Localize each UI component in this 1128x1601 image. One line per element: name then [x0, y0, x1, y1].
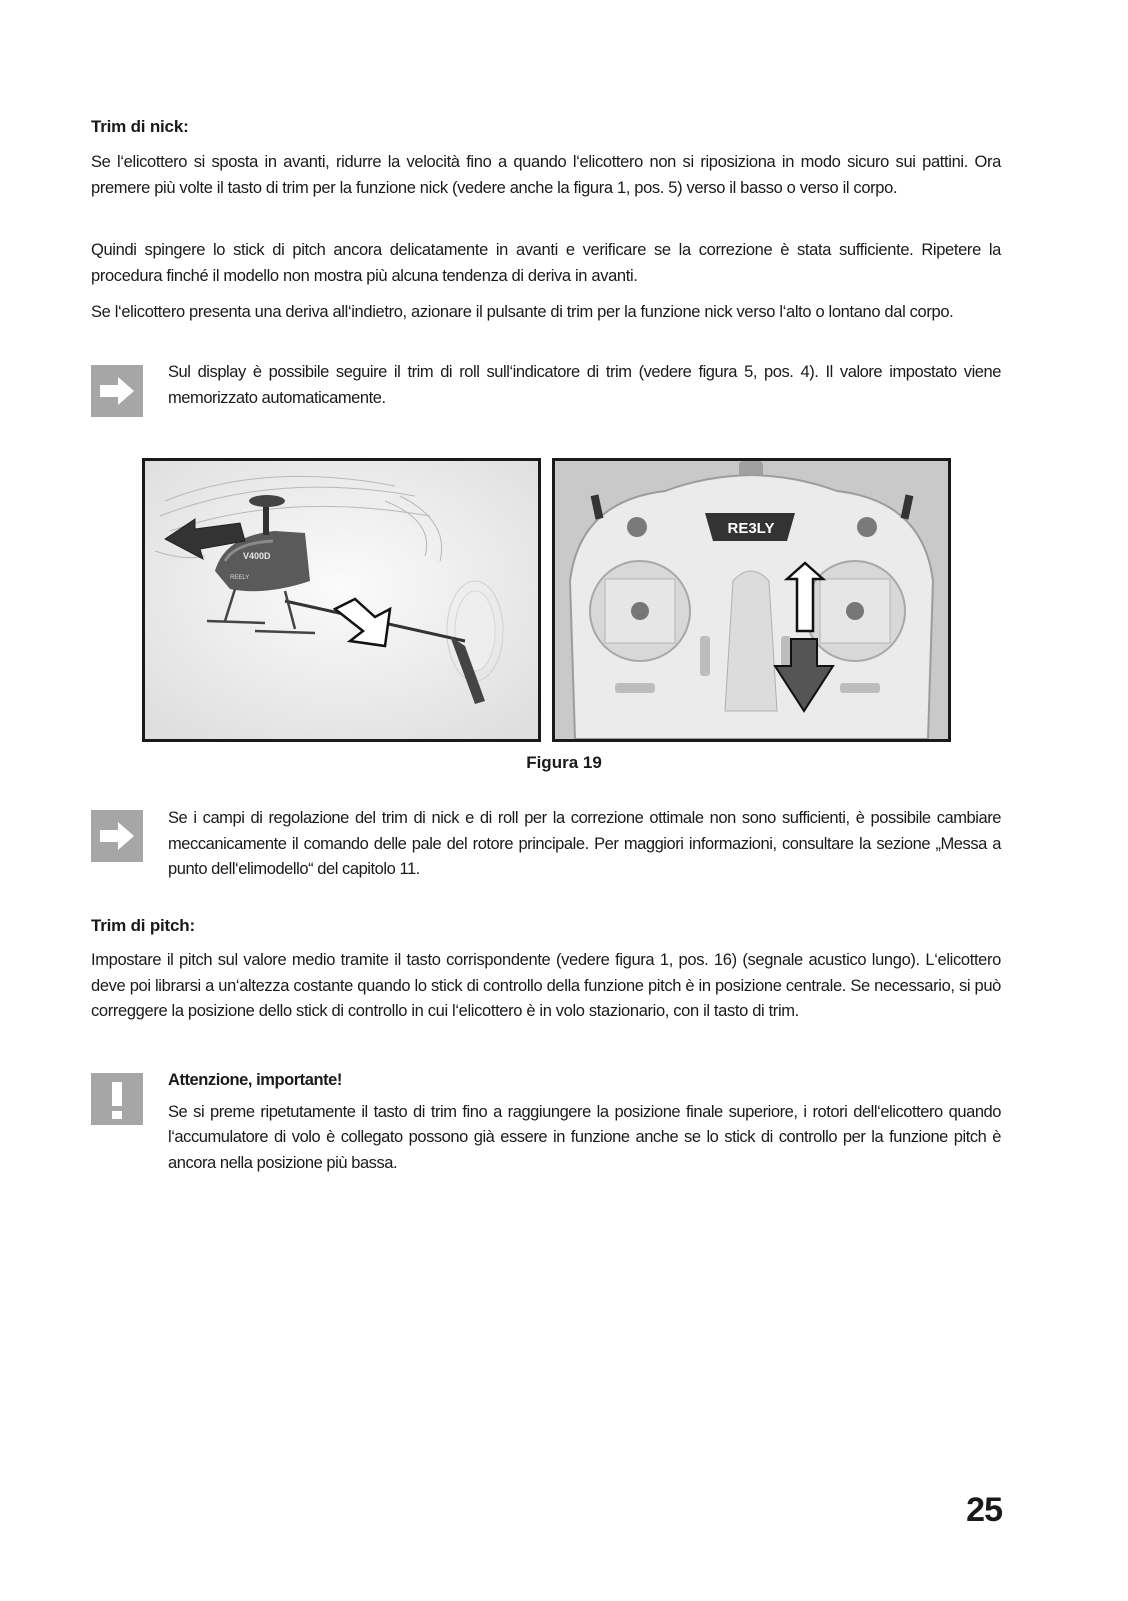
- arrow-right-icon: [91, 810, 143, 862]
- transmitter-image: [555, 461, 948, 739]
- paragraph-nick-1: Se l‘elicottero si sposta in avanti, ridurre la velocità fino a quando l‘elicottero non si riposiziona in modo sicuro sui pattini. Ora premere più volte il tasto di trim per la funzione nick (vedere anche la figura 1, pos. 5) verso il basso o verso il corpo.: [91, 153, 1001, 197]
- paragraph-nick-3: Se l‘elicottero presenta una deriva all‘indietro, azionare il pulsante di trim per la funzione nick verso l‘alto o lontano dal corpo.: [91, 303, 954, 321]
- transmitter-brand: RE3LY: [727, 520, 775, 537]
- heading-trim-nick: Trim di nick:: [91, 117, 189, 136]
- note-mechanical-adjust: Se i campi di regolazione del trim di nick e di roll per la correzione ottimale non sono sufficienti, è possibile cambiare meccanicamente il comando delle pale del rotore principale. Per maggiori informazioni, consultare la sezione „Messa a punto dell‘elimodello“ del capitolo 11.: [168, 809, 1001, 878]
- warning-title: Attenzione, importante!: [168, 1071, 342, 1089]
- arrow-right-icon: [91, 365, 143, 417]
- heli-model-label: V400D: [243, 551, 271, 561]
- paragraph-pitch-1: Impostare il pitch sul valore medio tramite il tasto corrispondente (vedere figura 1, pos. 16) (segnale acustico lungo). L‘elicottero deve poi librarsi a un‘altezza costante quando lo stick di controllo della funzione pitch è in posizione centrale. Se necessario, si può correggere la posizione dello stick di controllo in cui l‘elicottero è in volo stazionario, con il tasto di trim.: [91, 951, 1001, 1020]
- warning-note: [168, 1068, 1001, 1176]
- figure-caption: Figura 19: [526, 753, 602, 772]
- paragraph-nick-2: Quindi spingere lo stick di pitch ancora delicatamente in avanti e verificare se la correzione è stata sufficiente. Ripetere la procedura finché il modello non mostra più alcuna tendenza di deriva in avanti.: [91, 241, 1001, 285]
- note-trim-display: Sul display è possibile seguire il trim di roll sull‘indicatore di trim (vedere figura 5, pos. 4). Il valore impostato viene memorizzato automaticamente.: [168, 363, 1001, 407]
- heading-trim-pitch: Trim di pitch:: [91, 916, 195, 935]
- figure-helicopter-photo: [142, 458, 541, 742]
- figure-transmitter-photo: [552, 458, 951, 742]
- heli-brand-label: REELY: [230, 575, 250, 581]
- helicopter-image: [145, 461, 538, 739]
- page-number: 25: [966, 1491, 1002, 1529]
- note-arrow-box-2: [91, 810, 143, 862]
- warning-box: [91, 1073, 143, 1125]
- warning-text: Se si preme ripetutamente il tasto di trim fino a raggiungere la posizione finale superiore, i rotori dell‘elicottero quando l‘accumulatore di volo è collegato possono già essere in funzione anche se lo stick di controllo per la funzione pitch è ancora nella posizione più bassa.: [168, 1102, 1001, 1172]
- exclamation-icon: [91, 1073, 143, 1125]
- note-arrow-box: [91, 365, 143, 417]
